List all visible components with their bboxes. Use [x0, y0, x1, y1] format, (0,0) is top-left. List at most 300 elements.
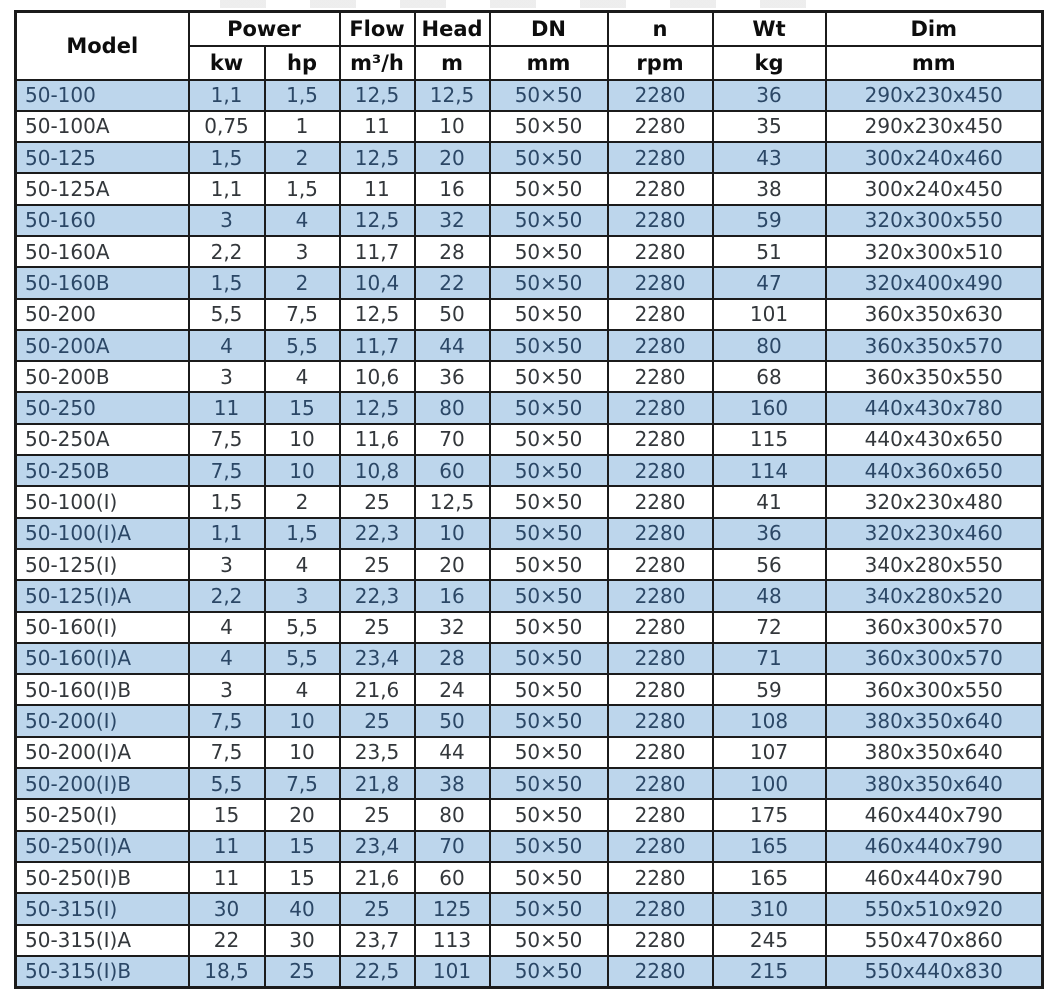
unit-hp: hp [265, 46, 340, 80]
value-cell: 11 [340, 111, 415, 142]
value-cell: 50×50 [490, 111, 608, 142]
value-cell: 10,8 [340, 455, 415, 486]
table-row [16, 862, 1043, 893]
table-row [16, 455, 1043, 486]
value-cell: 22,5 [340, 956, 415, 987]
table-row [16, 831, 1043, 862]
value-cell: 12,5 [415, 80, 490, 111]
value-cell: 68 [713, 361, 826, 392]
value-cell: 50×50 [490, 799, 608, 830]
value-cell: 2,2 [189, 236, 265, 267]
value-cell: 290x230x450 [826, 80, 1043, 111]
table-header [16, 12, 1043, 80]
model-cell: 50-250 [16, 392, 189, 423]
model-cell: 50-125(I)A [16, 580, 189, 611]
value-cell: 50×50 [490, 580, 608, 611]
unit-flow: m³/h [340, 46, 415, 80]
value-cell: 245 [713, 925, 826, 956]
value-cell: 22,3 [340, 518, 415, 549]
value-cell: 360x300x570 [826, 643, 1043, 674]
value-cell: 2280 [608, 142, 713, 173]
col-header-dn: DN [490, 12, 608, 46]
value-cell: 320x230x460 [826, 518, 1043, 549]
table-body [16, 80, 1043, 988]
value-cell: 50×50 [490, 80, 608, 111]
value-cell: 380x350x640 [826, 705, 1043, 736]
value-cell: 300x240x460 [826, 142, 1043, 173]
value-cell: 12,5 [340, 142, 415, 173]
value-cell: 50×50 [490, 862, 608, 893]
value-cell: 1,5 [265, 80, 340, 111]
value-cell: 2280 [608, 80, 713, 111]
value-cell: 18,5 [189, 956, 265, 987]
value-cell: 2280 [608, 173, 713, 204]
value-cell: 3 [189, 674, 265, 705]
value-cell: 4 [265, 549, 340, 580]
value-cell: 50×50 [490, 705, 608, 736]
value-cell: 59 [713, 205, 826, 236]
value-cell: 50×50 [490, 142, 608, 173]
value-cell: 2280 [608, 956, 713, 987]
value-cell: 7,5 [189, 424, 265, 455]
value-cell: 11 [189, 831, 265, 862]
table-row [16, 299, 1043, 330]
scan-artifact [220, 0, 840, 8]
value-cell: 165 [713, 831, 826, 862]
value-cell: 2280 [608, 768, 713, 799]
unit-dim: mm [826, 46, 1043, 80]
model-cell: 50-250(I) [16, 799, 189, 830]
value-cell: 50×50 [490, 737, 608, 768]
value-cell: 1,5 [265, 518, 340, 549]
col-header-wt: Wt [713, 12, 826, 46]
table-row [16, 580, 1043, 611]
model-cell: 50-100(I)A [16, 518, 189, 549]
value-cell: 2280 [608, 455, 713, 486]
value-cell: 2280 [608, 674, 713, 705]
value-cell: 36 [713, 518, 826, 549]
value-cell: 2280 [608, 893, 713, 924]
value-cell: 2,2 [189, 580, 265, 611]
value-cell: 550x470x860 [826, 925, 1043, 956]
value-cell: 2280 [608, 831, 713, 862]
value-cell: 47 [713, 267, 826, 298]
value-cell: 80 [713, 330, 826, 361]
value-cell: 28 [415, 643, 490, 674]
value-cell: 7,5 [189, 705, 265, 736]
value-cell: 50×50 [490, 330, 608, 361]
model-cell: 50-160 [16, 205, 189, 236]
value-cell: 1,1 [189, 80, 265, 111]
value-cell: 23,4 [340, 831, 415, 862]
value-cell: 340x280x550 [826, 549, 1043, 580]
value-cell: 10 [265, 455, 340, 486]
model-cell: 50-160(I)A [16, 643, 189, 674]
table-row [16, 518, 1043, 549]
value-cell: 15 [189, 799, 265, 830]
value-cell: 380x350x640 [826, 768, 1043, 799]
model-cell: 50-100 [16, 80, 189, 111]
table-row [16, 205, 1043, 236]
value-cell: 107 [713, 737, 826, 768]
value-cell: 60 [415, 862, 490, 893]
unit-head: m [415, 46, 490, 80]
value-cell: 114 [713, 455, 826, 486]
value-cell: 360x300x570 [826, 612, 1043, 643]
value-cell: 5,5 [265, 643, 340, 674]
value-cell: 41 [713, 486, 826, 517]
table-row [16, 674, 1043, 705]
table-row [16, 643, 1043, 674]
value-cell: 1 [265, 111, 340, 142]
value-cell: 2280 [608, 862, 713, 893]
value-cell: 10 [415, 111, 490, 142]
model-cell: 50-250B [16, 455, 189, 486]
value-cell: 30 [265, 925, 340, 956]
value-cell: 50×50 [490, 674, 608, 705]
value-cell: 15 [265, 862, 340, 893]
table-row [16, 925, 1043, 956]
value-cell: 36 [713, 80, 826, 111]
value-cell: 44 [415, 737, 490, 768]
value-cell: 2 [265, 486, 340, 517]
table-row [16, 111, 1043, 142]
value-cell: 4 [189, 612, 265, 643]
value-cell: 60 [415, 455, 490, 486]
col-header-head: Head [415, 12, 490, 46]
value-cell: 50×50 [490, 424, 608, 455]
value-cell: 550x440x830 [826, 956, 1043, 987]
value-cell: 100 [713, 768, 826, 799]
value-cell: 5,5 [189, 768, 265, 799]
table-row [16, 768, 1043, 799]
value-cell: 50×50 [490, 831, 608, 862]
unit-kw: kw [189, 46, 265, 80]
model-cell: 50-160A [16, 236, 189, 267]
model-cell: 50-200A [16, 330, 189, 361]
table-row [16, 705, 1043, 736]
value-cell: 10 [265, 737, 340, 768]
unit-n: rpm [608, 46, 713, 80]
value-cell: 50×50 [490, 392, 608, 423]
value-cell: 80 [415, 392, 490, 423]
value-cell: 50×50 [490, 768, 608, 799]
value-cell: 2 [265, 267, 340, 298]
value-cell: 50×50 [490, 925, 608, 956]
model-cell: 50-125A [16, 173, 189, 204]
value-cell: 4 [189, 330, 265, 361]
value-cell: 340x280x520 [826, 580, 1043, 611]
value-cell: 2280 [608, 361, 713, 392]
model-cell: 50-315(I)A [16, 925, 189, 956]
model-cell: 50-315(I) [16, 893, 189, 924]
value-cell: 3 [265, 580, 340, 611]
value-cell: 36 [415, 361, 490, 392]
table-row [16, 893, 1043, 924]
value-cell: 23,7 [340, 925, 415, 956]
value-cell: 50 [415, 705, 490, 736]
model-cell: 50-200 [16, 299, 189, 330]
model-cell: 50-160B [16, 267, 189, 298]
value-cell: 360x300x550 [826, 674, 1043, 705]
value-cell: 20 [415, 549, 490, 580]
value-cell: 320x300x550 [826, 205, 1043, 236]
value-cell: 51 [713, 236, 826, 267]
value-cell: 1,1 [189, 173, 265, 204]
value-cell: 12,5 [340, 80, 415, 111]
value-cell: 1,5 [189, 142, 265, 173]
value-cell: 10 [415, 518, 490, 549]
value-cell: 24 [415, 674, 490, 705]
value-cell: 3 [189, 205, 265, 236]
value-cell: 40 [265, 893, 340, 924]
value-cell: 101 [415, 956, 490, 987]
value-cell: 50×50 [490, 455, 608, 486]
value-cell: 2280 [608, 580, 713, 611]
value-cell: 2280 [608, 486, 713, 517]
value-cell: 5,5 [189, 299, 265, 330]
value-cell: 12,5 [340, 392, 415, 423]
model-cell: 50-250(I)B [16, 862, 189, 893]
value-cell: 2 [265, 142, 340, 173]
model-cell: 50-200(I)B [16, 768, 189, 799]
value-cell: 23,4 [340, 643, 415, 674]
value-cell: 22,3 [340, 580, 415, 611]
value-cell: 50×50 [490, 643, 608, 674]
value-cell: 3 [189, 361, 265, 392]
value-cell: 175 [713, 799, 826, 830]
table-row [16, 267, 1043, 298]
table-row [16, 330, 1043, 361]
model-cell: 50-160(I)B [16, 674, 189, 705]
value-cell: 4 [265, 205, 340, 236]
value-cell: 440x430x650 [826, 424, 1043, 455]
col-header-model: Model [16, 12, 189, 80]
table-row [16, 486, 1043, 517]
value-cell: 2280 [608, 705, 713, 736]
model-cell: 50-100(I) [16, 486, 189, 517]
value-cell: 10 [265, 705, 340, 736]
value-cell: 44 [415, 330, 490, 361]
value-cell: 310 [713, 893, 826, 924]
value-cell: 2280 [608, 737, 713, 768]
value-cell: 48 [713, 580, 826, 611]
value-cell: 2280 [608, 612, 713, 643]
value-cell: 50×50 [490, 518, 608, 549]
value-cell: 113 [415, 925, 490, 956]
value-cell: 50×50 [490, 612, 608, 643]
table-row [16, 612, 1043, 643]
value-cell: 7,5 [265, 768, 340, 799]
value-cell: 5,5 [265, 612, 340, 643]
model-cell: 50-160(I) [16, 612, 189, 643]
value-cell: 360x350x550 [826, 361, 1043, 392]
table-row [16, 80, 1043, 111]
value-cell: 2280 [608, 111, 713, 142]
value-cell: 50×50 [490, 549, 608, 580]
value-cell: 50×50 [490, 236, 608, 267]
value-cell: 25 [340, 612, 415, 643]
value-cell: 380x350x640 [826, 737, 1043, 768]
value-cell: 10 [265, 424, 340, 455]
table-row [16, 737, 1043, 768]
value-cell: 460x440x790 [826, 862, 1043, 893]
value-cell: 2280 [608, 299, 713, 330]
table-row [16, 956, 1043, 987]
value-cell: 108 [713, 705, 826, 736]
value-cell: 320x230x480 [826, 486, 1043, 517]
unit-dn: mm [490, 46, 608, 80]
value-cell: 59 [713, 674, 826, 705]
value-cell: 50×50 [490, 267, 608, 298]
value-cell: 30 [189, 893, 265, 924]
table-row [16, 549, 1043, 580]
value-cell: 360x350x630 [826, 299, 1043, 330]
value-cell: 550x510x920 [826, 893, 1043, 924]
value-cell: 25 [340, 549, 415, 580]
value-cell: 2280 [608, 267, 713, 298]
value-cell: 50 [415, 299, 490, 330]
value-cell: 2280 [608, 392, 713, 423]
value-cell: 50×50 [490, 893, 608, 924]
value-cell: 70 [415, 831, 490, 862]
value-cell: 15 [265, 831, 340, 862]
table-row [16, 142, 1043, 173]
value-cell: 11,7 [340, 236, 415, 267]
value-cell: 21,6 [340, 862, 415, 893]
value-cell: 11,6 [340, 424, 415, 455]
value-cell: 7,5 [189, 737, 265, 768]
value-cell: 22 [189, 925, 265, 956]
value-cell: 300x240x450 [826, 173, 1043, 204]
value-cell: 0,75 [189, 111, 265, 142]
col-header-dim: Dim [826, 12, 1043, 46]
value-cell: 32 [415, 612, 490, 643]
model-cell: 50-250A [16, 424, 189, 455]
value-cell: 1,5 [265, 173, 340, 204]
value-cell: 11 [340, 173, 415, 204]
value-cell: 11,7 [340, 330, 415, 361]
value-cell: 160 [713, 392, 826, 423]
value-cell: 460x440x790 [826, 831, 1043, 862]
col-header-power: Power [189, 12, 340, 46]
value-cell: 50×50 [490, 205, 608, 236]
value-cell: 25 [265, 956, 340, 987]
value-cell: 50×50 [490, 173, 608, 204]
model-cell: 50-200(I)A [16, 737, 189, 768]
value-cell: 4 [265, 674, 340, 705]
value-cell: 7,5 [265, 299, 340, 330]
table-row [16, 361, 1043, 392]
value-cell: 360x350x570 [826, 330, 1043, 361]
value-cell: 3 [265, 236, 340, 267]
value-cell: 165 [713, 862, 826, 893]
col-header-n: n [608, 12, 713, 46]
value-cell: 32 [415, 205, 490, 236]
value-cell: 70 [415, 424, 490, 455]
value-cell: 25 [340, 893, 415, 924]
value-cell: 2280 [608, 518, 713, 549]
header-row-groups [16, 12, 1043, 46]
value-cell: 440x360x650 [826, 455, 1043, 486]
value-cell: 101 [713, 299, 826, 330]
value-cell: 12,5 [340, 205, 415, 236]
value-cell: 2280 [608, 236, 713, 267]
value-cell: 21,6 [340, 674, 415, 705]
value-cell: 2280 [608, 330, 713, 361]
value-cell: 5,5 [265, 330, 340, 361]
value-cell: 56 [713, 549, 826, 580]
value-cell: 2280 [608, 799, 713, 830]
value-cell: 11 [189, 862, 265, 893]
value-cell: 2280 [608, 925, 713, 956]
value-cell: 3 [189, 549, 265, 580]
value-cell: 440x430x780 [826, 392, 1043, 423]
value-cell: 20 [415, 142, 490, 173]
model-cell: 50-315(I)B [16, 956, 189, 987]
table-row [16, 424, 1043, 455]
value-cell: 10,4 [340, 267, 415, 298]
value-cell: 43 [713, 142, 826, 173]
model-cell: 50-100A [16, 111, 189, 142]
value-cell: 2280 [608, 549, 713, 580]
table-row [16, 236, 1043, 267]
model-cell: 50-200(I) [16, 705, 189, 736]
table-row [16, 392, 1043, 423]
value-cell: 16 [415, 580, 490, 611]
model-cell: 50-125(I) [16, 549, 189, 580]
value-cell: 7,5 [189, 455, 265, 486]
value-cell: 2280 [608, 643, 713, 674]
value-cell: 2280 [608, 424, 713, 455]
value-cell: 320x400x490 [826, 267, 1043, 298]
value-cell: 23,5 [340, 737, 415, 768]
value-cell: 80 [415, 799, 490, 830]
value-cell: 20 [265, 799, 340, 830]
value-cell: 72 [713, 612, 826, 643]
value-cell: 1,5 [189, 486, 265, 517]
value-cell: 16 [415, 173, 490, 204]
value-cell: 25 [340, 486, 415, 517]
value-cell: 215 [713, 956, 826, 987]
table-row [16, 799, 1043, 830]
value-cell: 10,6 [340, 361, 415, 392]
value-cell: 21,8 [340, 768, 415, 799]
value-cell: 4 [265, 361, 340, 392]
value-cell: 15 [265, 392, 340, 423]
value-cell: 50×50 [490, 956, 608, 987]
value-cell: 125 [415, 893, 490, 924]
value-cell: 12,5 [340, 299, 415, 330]
value-cell: 22 [415, 267, 490, 298]
table-row [16, 173, 1043, 204]
pump-spec-table [14, 10, 1044, 989]
value-cell: 25 [340, 705, 415, 736]
value-cell: 115 [713, 424, 826, 455]
value-cell: 2280 [608, 205, 713, 236]
value-cell: 38 [415, 768, 490, 799]
model-cell: 50-250(I)A [16, 831, 189, 862]
value-cell: 50×50 [490, 486, 608, 517]
value-cell: 11 [189, 392, 265, 423]
value-cell: 290x230x450 [826, 111, 1043, 142]
value-cell: 25 [340, 799, 415, 830]
value-cell: 50×50 [490, 361, 608, 392]
unit-wt: kg [713, 46, 826, 80]
value-cell: 320x300x510 [826, 236, 1043, 267]
value-cell: 1,1 [189, 518, 265, 549]
value-cell: 35 [713, 111, 826, 142]
